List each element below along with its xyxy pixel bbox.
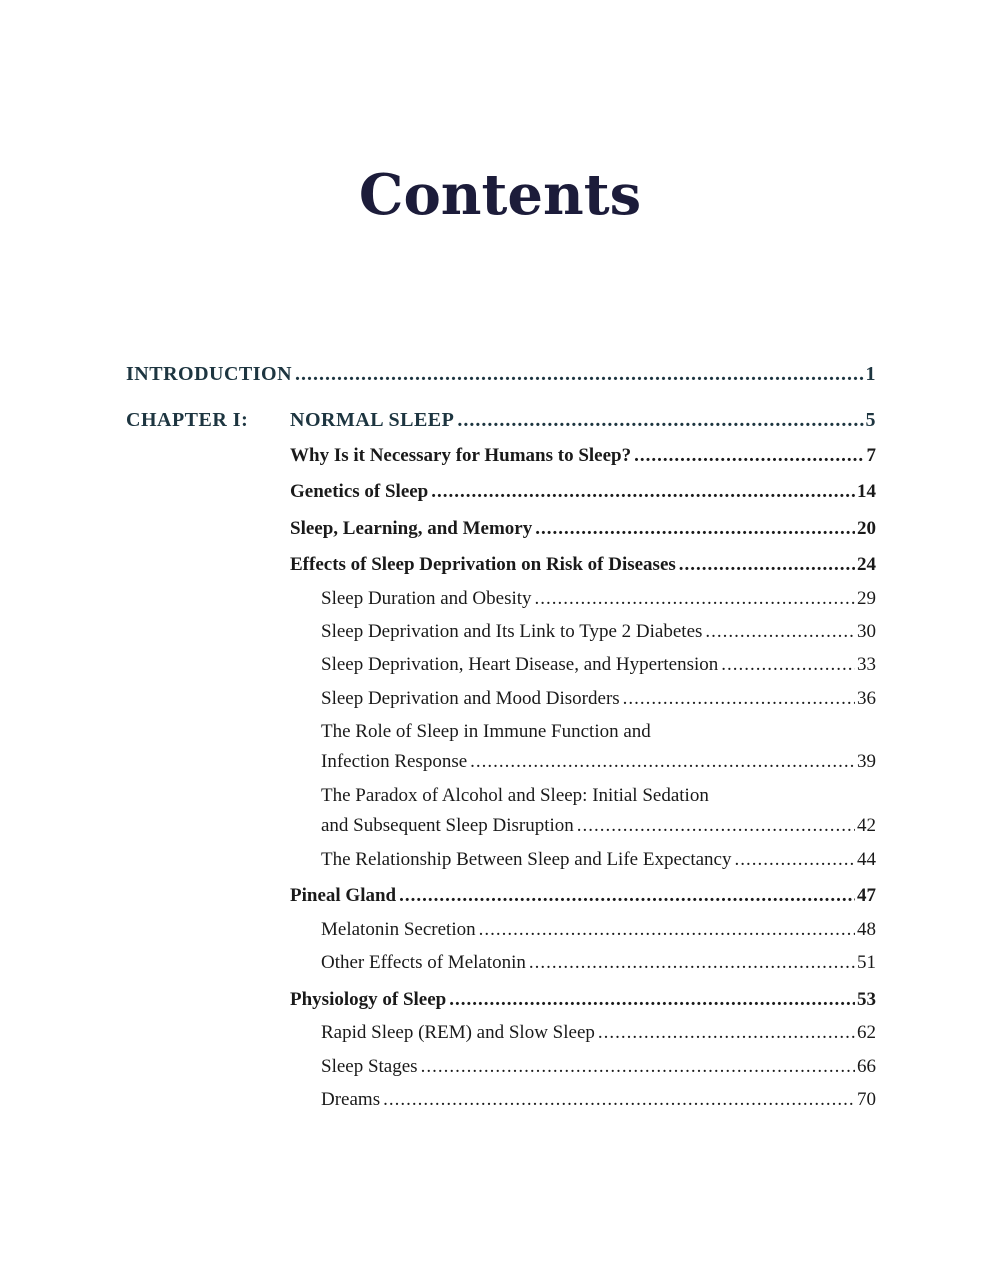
toc-entry-label: Sleep Deprivation and Mood Disorders [321,688,620,709]
toc-entry-subsection[interactable] [321,1056,876,1078]
toc-entry-label: Effects of Sleep Deprivation on Risk of Diseases [290,554,676,575]
leader-dots [449,989,855,1011]
toc-entry-label: Physiology of Sleep [290,989,447,1010]
leader-dots [479,919,855,941]
leader-dots [634,445,864,467]
leader-dots [623,688,855,710]
toc-entry-label: NORMAL SLEEP [290,409,455,431]
toc-entry-label: and Subsequent Sleep Disruption [321,815,574,836]
toc-entry-subsection[interactable] [321,688,876,710]
toc-entry-subsection[interactable] [321,654,876,676]
toc-entry-section[interactable] [290,518,876,540]
toc-page-number: 70 [857,1089,876,1110]
toc-entry-label-line1: The Role of Sleep in Immune Function and [321,721,651,742]
toc-page-number: 62 [857,1022,876,1043]
toc-entry-chapter[interactable] [290,409,876,432]
leader-dots [383,1089,855,1111]
toc-entry-label: Sleep Stages [321,1056,418,1077]
toc-entry-label: Pineal Gland [290,885,397,906]
toc-page-number: 42 [857,815,876,836]
toc-entry-label: Sleep Duration and Obesity [321,588,532,609]
chapter-label: CHAPTER I: [126,409,249,431]
toc-entry-label: Rapid Sleep (REM) and Slow Sleep [321,1022,595,1043]
toc-entry-subsection[interactable] [321,751,876,773]
toc-entry-label: Sleep, Learning, and Memory [290,518,533,539]
toc-entry-subsection[interactable] [321,849,876,871]
leader-dots [421,1056,855,1078]
toc-page-number: 14 [857,481,876,502]
toc-entry-label: Other Effects of Melatonin [321,952,526,973]
toc-entry-subsection[interactable] [321,1022,876,1044]
toc-entry-label: Sleep Deprivation, Heart Disease, and Hypertension [321,654,719,675]
toc-page-number: 5 [865,409,876,431]
leader-dots [721,654,855,676]
leader-dots [470,751,855,773]
leader-dots [431,481,855,503]
toc-page-number: 33 [857,654,876,675]
toc-page-number: 20 [857,518,876,539]
leader-dots [295,363,863,386]
toc-page-number: 39 [857,751,876,772]
toc-entry-section[interactable] [290,989,876,1011]
toc-page-number: 29 [857,588,876,609]
toc-entry-subsection[interactable] [321,621,876,643]
toc-entry-subsection[interactable] [321,588,876,610]
toc-page-number: 44 [857,849,876,870]
toc-entry-label: INTRODUCTION [126,363,293,385]
toc-page-number: 36 [857,688,876,709]
toc-entry-label: The Relationship Between Sleep and Life Expectancy [321,849,732,870]
leader-dots [679,554,855,576]
toc-entry-subsection[interactable] [321,815,876,837]
toc-page-number: 30 [857,621,876,642]
leader-dots [399,885,855,907]
toc-page-number: 66 [857,1056,876,1077]
toc-page-number: 51 [857,952,876,973]
leader-dots [734,849,855,871]
leader-dots [535,518,855,540]
leader-dots [577,815,855,837]
toc-entry-label-line1: The Paradox of Alcohol and Sleep: Initial Sedation [321,785,709,806]
toc-entry-label: Sleep Deprivation and Its Link to Type 2 Diabetes [321,621,703,642]
toc-entry-label: Infection Response [321,751,468,772]
leader-dots [535,588,855,610]
toc-entry-subsection[interactable] [321,952,876,974]
toc-entry-subsection[interactable] [321,919,876,941]
toc-page-number: 1 [865,363,876,385]
toc-entry-label: Dreams [321,1089,381,1110]
toc-page-number: 53 [857,989,876,1010]
toc-page-number: 47 [857,885,876,906]
page-title: Contents [358,162,642,228]
toc-entry-section[interactable] [290,445,876,467]
leader-dots [705,621,855,643]
leader-dots [598,1022,855,1044]
toc-entry-section[interactable] [290,481,876,503]
toc-entry-label: Why Is it Necessary for Humans to Sleep? [290,445,632,466]
toc-page-number: 24 [857,554,876,575]
toc-entry-label: Melatonin Secretion [321,919,476,940]
leader-dots [529,952,855,974]
toc-entry-introduction[interactable] [126,363,876,386]
toc-entry-section[interactable] [290,885,876,907]
toc-page-number: 7 [866,445,876,466]
toc-entry-label: Genetics of Sleep [290,481,429,502]
toc-entry-section[interactable] [290,554,876,576]
toc-page-number: 48 [857,919,876,940]
toc-entry-subsection[interactable] [321,1089,876,1111]
leader-dots [457,409,863,432]
